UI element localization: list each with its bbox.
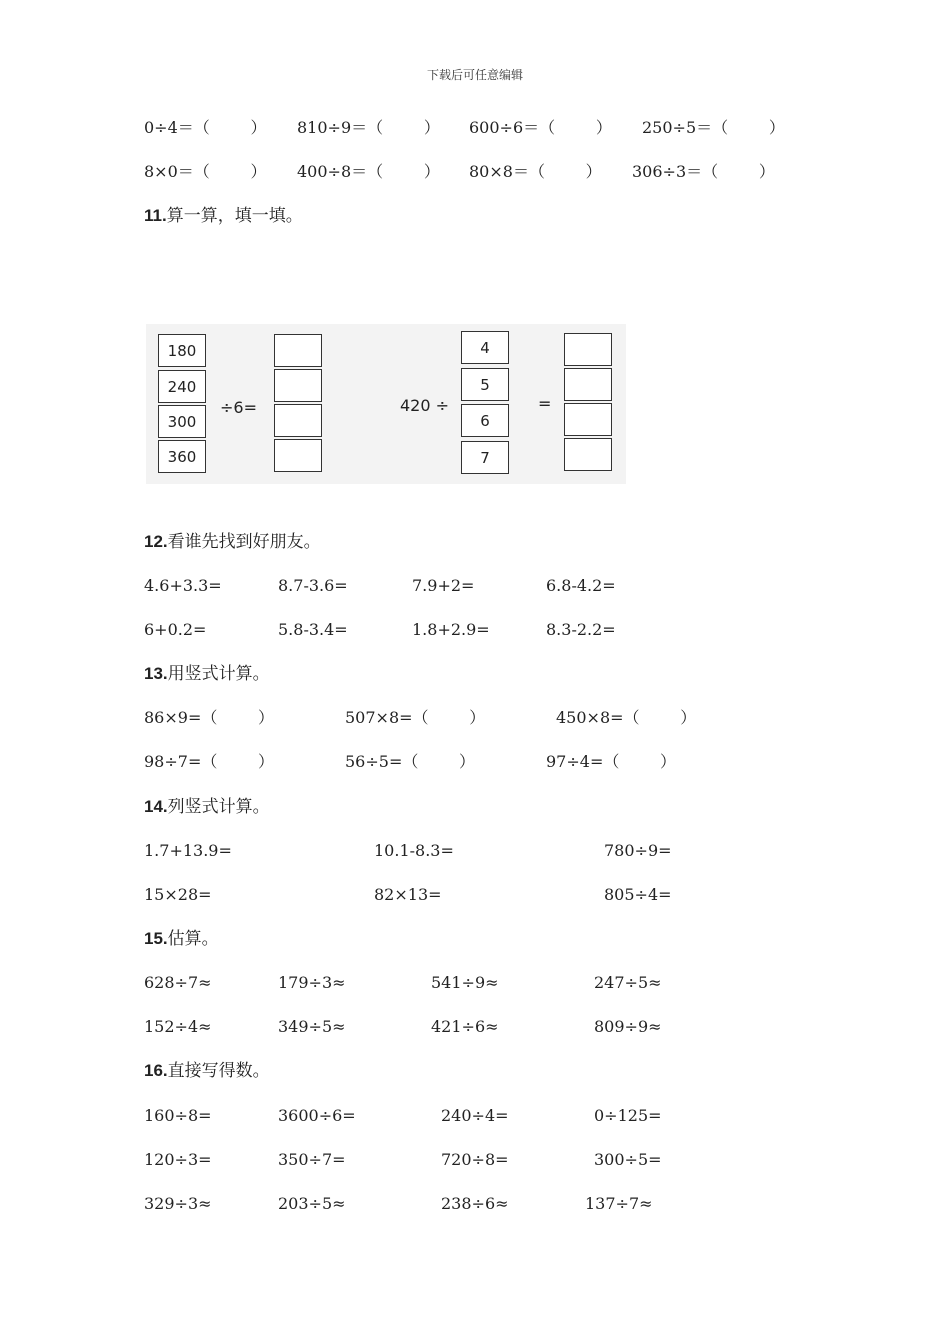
equals-label: = xyxy=(538,394,552,413)
question-16-title xyxy=(144,1059,270,1083)
page-header: 下载后可任意编辑 xyxy=(426,68,523,82)
equation-row xyxy=(0,618,950,642)
dividend-420-label: 420 ÷ xyxy=(400,396,450,415)
equation-row xyxy=(0,971,950,995)
equation-row xyxy=(0,706,950,730)
equation: 628÷7≈ xyxy=(144,973,212,992)
equation: 80×8＝（ ） xyxy=(469,162,602,181)
equation: 0÷125= xyxy=(594,1106,662,1125)
divisor-box: 4 xyxy=(461,331,509,364)
equation: 160÷8= xyxy=(144,1106,212,1125)
equation: 780÷9= xyxy=(604,841,672,860)
equation: 8.7-3.6= xyxy=(278,576,348,595)
equation: 0÷4＝（ ） xyxy=(144,118,267,137)
equation-row xyxy=(0,116,950,140)
dividend-box: 360 xyxy=(158,440,206,473)
equation: 306÷3＝（ ） xyxy=(632,162,775,181)
divisor-box: 5 xyxy=(461,368,509,401)
equation: 6+0.2= xyxy=(144,620,207,639)
equation-row xyxy=(0,1148,950,1172)
equation: 805÷4= xyxy=(604,885,672,904)
equation: 8.3-2.2= xyxy=(546,620,616,639)
dividend-box: 300 xyxy=(158,405,206,438)
question-number: 13. xyxy=(144,664,168,683)
equation: 56÷5=（ ） xyxy=(345,752,476,771)
equation: 15×28= xyxy=(144,885,212,904)
answer-box xyxy=(274,439,322,472)
equation: 98÷7=（ ） xyxy=(144,752,275,771)
equation: 720÷8= xyxy=(441,1150,509,1169)
equation: 179÷3≈ xyxy=(278,973,346,992)
dividend-box: 240 xyxy=(158,370,206,403)
equation: 4.6+3.3= xyxy=(144,576,222,595)
divisor-box: 6 xyxy=(461,404,509,437)
equation: 349÷5≈ xyxy=(278,1017,346,1036)
equation: 6.8-4.2= xyxy=(546,576,616,595)
equation: 238÷6≈ xyxy=(441,1194,509,1213)
equation: 247÷5≈ xyxy=(594,973,662,992)
equation: 3600÷6= xyxy=(278,1106,356,1125)
answer-box xyxy=(564,438,612,471)
answer-box xyxy=(564,368,612,401)
equation: 240÷4= xyxy=(441,1106,509,1125)
equation: 507×8=（ ） xyxy=(345,708,486,727)
question-text: 用竖式计算。 xyxy=(167,664,270,684)
equation-row xyxy=(0,574,950,598)
question-13-title xyxy=(144,662,270,686)
equation: 97÷4=（ ） xyxy=(546,752,677,771)
equation: 8×0＝（ ） xyxy=(144,162,267,181)
equation: 203÷5≈ xyxy=(278,1194,346,1213)
equation: 600÷6＝（ ） xyxy=(469,118,612,137)
equation: 137÷7≈ xyxy=(585,1194,653,1213)
answer-box xyxy=(274,369,322,402)
equation: 541÷9≈ xyxy=(431,973,499,992)
equation: 1.7+13.9= xyxy=(144,841,232,860)
equation-row xyxy=(0,1104,950,1128)
question-text: 直接写得数。 xyxy=(167,1061,270,1081)
question-number: 14. xyxy=(144,797,168,816)
answer-box xyxy=(274,334,322,367)
equation-row xyxy=(0,750,950,774)
answer-box xyxy=(564,403,612,436)
question-14-title xyxy=(144,795,270,819)
equation: 400÷8＝（ ） xyxy=(297,162,440,181)
divide-by-six-label: ÷6= xyxy=(220,398,257,417)
equation-row xyxy=(0,1015,950,1039)
question-text: 看谁先找到好朋友。 xyxy=(167,532,321,552)
equation-row xyxy=(0,883,950,907)
answer-box xyxy=(564,333,612,366)
equation: 300÷5= xyxy=(594,1150,662,1169)
equation-row xyxy=(0,839,950,863)
equation: 329÷3≈ xyxy=(144,1194,212,1213)
equation: 450×8=（ ） xyxy=(556,708,697,727)
equation: 10.1-8.3= xyxy=(374,841,454,860)
question-text: 列竖式计算。 xyxy=(167,797,270,817)
equation: 152÷4≈ xyxy=(144,1017,212,1036)
question-text: 算一算，填一填。 xyxy=(166,206,303,226)
equation: 810÷9＝（ ） xyxy=(297,118,440,137)
equation: 120÷3= xyxy=(144,1150,212,1169)
equation: 350÷7= xyxy=(278,1150,346,1169)
equation: 421÷6≈ xyxy=(431,1017,499,1036)
equation: 809÷9≈ xyxy=(594,1017,662,1036)
equation: 5.8-3.4= xyxy=(278,620,348,639)
question-12-title xyxy=(144,530,321,554)
question-number: 16. xyxy=(144,1061,168,1080)
division-figure xyxy=(146,324,626,484)
equation: 86×9=（ ） xyxy=(144,708,275,727)
question-text: 估算。 xyxy=(167,929,219,949)
question-number: 15. xyxy=(144,929,168,948)
answer-box xyxy=(274,404,322,437)
equation: 1.8+2.9= xyxy=(412,620,490,639)
divisor-box: 7 xyxy=(461,441,509,474)
dividend-box: 180 xyxy=(158,334,206,367)
equation: 250÷5＝（ ） xyxy=(642,118,785,137)
equation: 82×13= xyxy=(374,885,442,904)
equation-row xyxy=(0,1192,950,1216)
equation: 7.9+2= xyxy=(412,576,475,595)
question-number: 12. xyxy=(144,532,168,551)
equation-row xyxy=(0,160,950,184)
question-11-title xyxy=(144,204,303,228)
question-15-title xyxy=(144,927,219,951)
question-number: 11. xyxy=(144,206,167,225)
